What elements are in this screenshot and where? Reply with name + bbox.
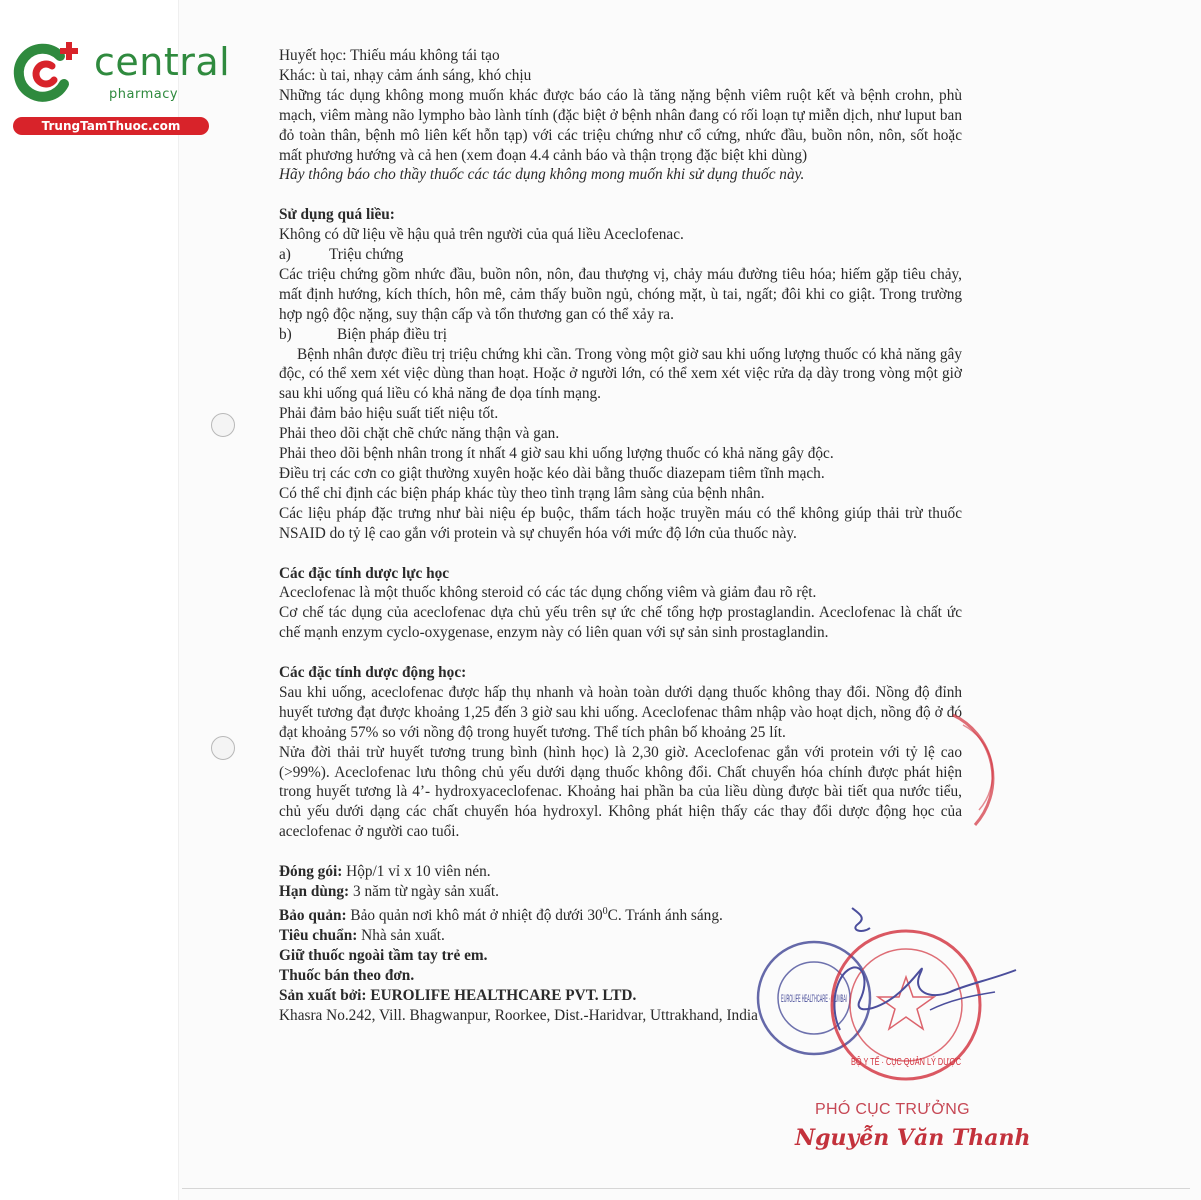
paragraph: Cơ chế tác dụng của aceclofenac dựa chủ yếu trên sự ức chế tổng hợp prostaglandin. Aceclofenac là chất ức chế mạnh enzym cyclo-oxygenase, enzym này có liên quan với sự sản sinh prostaglandin. [279,604,962,642]
paragraph: Nửa đời thải trừ huyết tương trung bình (hình học) là 2,30 giờ. Aceclofenac gắn với protein với tỷ lệ cao (>99%). Aceclofenac lưu thông chủ yếu dưới dạng thuốc không đổi. Chất chuyển hóa chính được phát hiện trong huyết tương là 4’- hydroxyaceclofenac. Khoảng hai phần ba của liều dùng được bài tiết qua nước tiểu, chủ yếu dưới dạng các chất chuyển hóa hydroxyl. Không phát hiện thấy các thay đổi dược động học của aceclofenac ở người cao tuổi. [279,743,962,841]
text-line: Có thể chỉ định các biện pháp khác tùy theo tình trạng lâm sàng của bệnh nhân. [279,484,765,502]
text-line: Không có dữ liệu về hậu quả trên người của quá liều Aceclofenac. [279,226,684,244]
punch-hole-lower [211,736,235,760]
section-heading-overdose: Sử dụng quá liều: [279,206,395,224]
paragraph: Aceclofenac là một thuốc không steroid có các tác dụng chống viêm và giảm đau rõ rệt. [279,584,817,602]
list-item-a: a) Triệu chứng [279,246,404,264]
document-text [279,46,962,1025]
manufacturer-line: Sản xuất bởi: EUROLIFE HEALTHCARE PVT. LTD. [279,986,637,1004]
packaging-line: Đóng gói: Hộp/1 vỉ x 10 viên nén. [279,863,491,881]
address-line: Khasra No.242, Vill. Bhagwanpur, Roorkee, Dist.-Haridvar, Uttrakhand, India [279,1006,758,1024]
signature [800,900,1020,1050]
paragraph: Bệnh nhân được điều trị triệu chứng khi cần. Trong vòng một giờ sau khi uống lượng thuốc có khả năng gây độc, có thể xem xét việc dùng than hoạt. Hoặc ở người lớn, có thể xem xét việc rửa dạ dày trong vòng một giờ sau khi uống quá liều có khả năng đe dọa tính mạng. [279,345,962,403]
storage-line: Bảo quản: Bảo quản nơi khô mát ở nhiệt độ dưới $30^0C$. Tránh ánh sáng. [279,905,723,924]
text-line: Phải theo dõi chặt chẽ chức năng thận và gan. [279,425,560,443]
central-pharmacy-logo[interactable] [12,38,231,138]
standard-line: Tiêu chuẩn: Nhà sản xuất. [279,926,445,944]
text-line: Khác: ù tai, nhạy cảm ánh sáng, khó chịu [279,66,532,84]
punch-hole-upper [211,413,235,437]
text-line: Phải đảm bảo hiệu suất tiết niệu tốt. [279,405,499,423]
text-line: Phải theo dõi bệnh nhân trong ít nhất 4 giờ sau khi uống lượng thuốc có khả năng gây độc. [279,445,834,463]
text-line: Điều trị các cơn co giật thường xuyên hoặc kéo dài bằng thuốc diazepam tiêm tĩnh mạch. [279,465,825,483]
logo-subtitle: pharmacy [109,87,179,102]
paragraph: Những tác dụng không mong muốn khác được báo cáo là tăng nặng bệnh viêm ruột kết và bệnh crohn, phù mạch, viêm màng não lympho bào lành tính (đặc biệt ở bệnh nhân đang có rối loạn tự miễn dịch, như luput ban đỏ toàn thân, bệnh mô liên kết hỗn tạp) với các triệu chứng như cổ cứng, nhức đầu, buồn nôn, nôn, sốt hoặc mất phương hướng và cả hen (xem đoạn 4.4 cảnh báo và thận trọng đặc biệt khi dùng) [279,86,962,164]
section-heading-pharmacodynamics: Các đặc tính dược lực học [279,564,450,582]
svg-text:BỘ Y TẾ · CỤC QUẢN LÝ DƯỢC: BỘ Y TẾ · CỤC QUẢN LÝ DƯỢC [851,1057,1002,1068]
logo-name: central [94,40,231,84]
logo-website: TrungTamThuoc.com [13,117,209,135]
expiry-line: Hạn dùng: 3 năm từ ngày sản xuất. [279,883,499,900]
signer-name: Nguyễn Văn Thanh [795,1125,1031,1151]
partial-stamp [945,705,1005,835]
list-item-b: b) Biện pháp điều trị [279,325,448,343]
logo-mark-icon [12,38,82,108]
text-line: Huyết học: Thiếu máu không tái tạo [279,47,500,64]
keep-away-line: Giữ thuốc ngoài tầm tay trẻ em. [279,946,488,964]
prescription-line: Thuốc bán theo đơn. [279,966,415,984]
paragraph: Các triệu chứng gồm nhức đầu, buồn nôn, nôn, đau thượng vị, chảy máu đường tiêu hóa; hiếm gặp tiêu chảy, mất định hướng, kích thích, hôn mê, cảm thấy buồn ngủ, chóng mặt, ù tai, ngất; đôi khi co giật. Trong trường hợp ngộ độc nặng, suy thận cấp và tổn thương gan có thể xảy ra. [279,265,962,323]
page-bottom-edge [182,1188,1190,1189]
paragraph: Sau khi uống, aceclofenac được hấp thụ nhanh và hoàn toàn dưới dạng thuốc không thay đổi. Nồng độ đỉnh huyết tương đạt được khoảng 1,25 đến 3 giờ sau khi uống. Aceclofenac thâm nhập vào hoạt dịch, nồng độ ở đó đạt khoảng 57% so với nồng độ trong huyết tương. Thể tích phân bố khoảng 25 lít. [279,683,962,741]
notice-line: Hãy thông báo cho thầy thuốc các tác dụng không mong muốn khi sử dụng thuốc này. [279,166,805,184]
section-heading-pharmacokinetics: Các đặc tính dược động học: [279,664,467,682]
signer-title: PHÓ CỤC TRƯỞNG [815,1101,970,1118]
svg-text:EUROLIFE HEALTHCARE · MUMBAI: EUROLIFE HEALTHCARE · MUMBAI [781,993,847,1005]
paragraph: Các liệu pháp đặc trưng như bài niệu ép buộc, thẩm tách hoặc truyền máu có thể không giúp thải trừ thuốc NSAID do tỷ lệ cao gắn với protein và sự chuyển hóa với mức độ lớn của thuốc này. [279,504,962,542]
